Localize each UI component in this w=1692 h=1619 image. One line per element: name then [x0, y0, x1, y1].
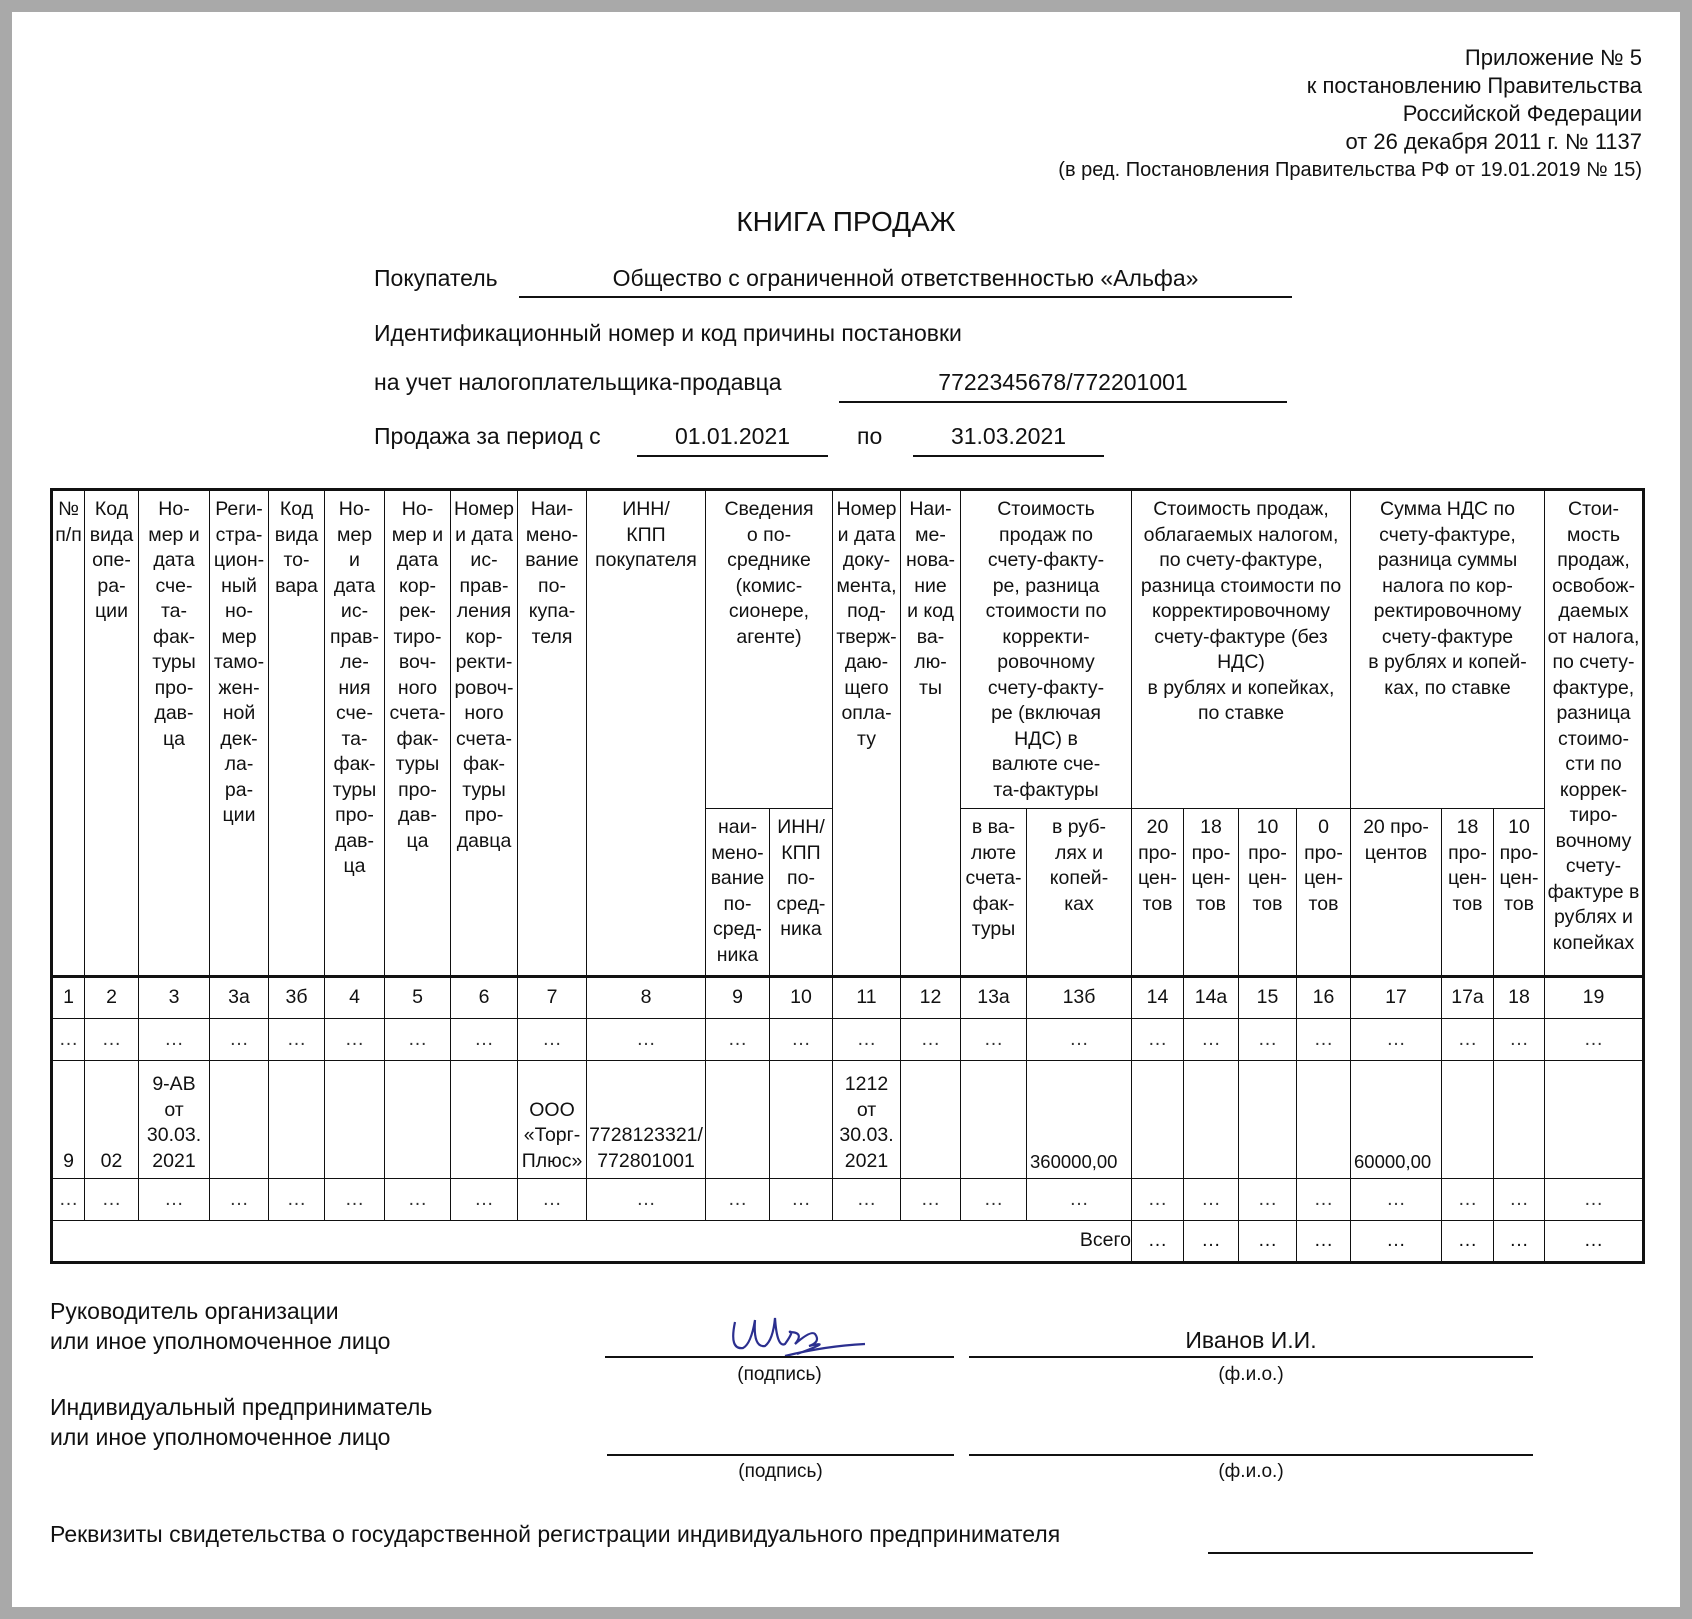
column-number-cell: 14а	[1184, 977, 1239, 1019]
table-cell: 9-АВ от 30.03. 2021	[139, 1061, 210, 1179]
head-label	[50, 1296, 390, 1356]
header-cell: Но- мер и дата кор- рек- тиро- воч- ного счета- фак- туры про- дав- ца	[385, 490, 451, 977]
header-cell: 10 про- цен- тов	[1239, 809, 1297, 977]
column-number-cell: 3а	[210, 977, 269, 1019]
column-number-cell: 19	[1545, 977, 1644, 1019]
ellipsis-cell: …	[706, 1019, 770, 1061]
ellipsis-cell: …	[1351, 1019, 1442, 1061]
ellipsis-cell: …	[269, 1179, 325, 1221]
table-cell	[269, 1061, 325, 1179]
header-cell: Код вида опе- ра- ции	[85, 490, 139, 977]
table-cell: 7728123321/ 772801001	[587, 1061, 706, 1179]
column-number-cell: 1	[52, 977, 85, 1019]
ellipsis-cell: …	[1545, 1019, 1644, 1061]
ellipsis-cell: …	[833, 1179, 901, 1221]
column-number-cell: 16	[1297, 977, 1351, 1019]
inn-label-2: на учет налогоплательщика-продавца	[374, 369, 782, 395]
header-cell: Но- мер и дата сче- та- фак- туры про- дав- ца	[139, 490, 210, 977]
header-cell: ИНН/ КПП покупателя	[587, 490, 706, 977]
ellipsis-cell: …	[1351, 1221, 1442, 1263]
period-to-underline	[913, 455, 1104, 457]
table-cell	[1545, 1061, 1644, 1179]
ellipsis-cell: …	[85, 1179, 139, 1221]
handwritten-signature	[725, 1310, 870, 1360]
buyer-label: Покупатель	[374, 265, 498, 291]
appendix-line: от 26 декабря 2011 г. № 1137	[1345, 129, 1642, 154]
total-row	[52, 1221, 1644, 1263]
ellipsis-cell: …	[385, 1179, 451, 1221]
ellipsis-cell: …	[706, 1179, 770, 1221]
requisites-label: Реквизиты свидетельства о государственной регистрации индивидуального предпринимателя	[50, 1521, 1061, 1547]
table-cell	[961, 1061, 1027, 1179]
inn-label-1: Идентификационный номер и код причины постановки	[374, 320, 962, 346]
table-cell	[770, 1061, 833, 1179]
table-cell	[1184, 1061, 1239, 1179]
head-label-line: Руководитель организации	[50, 1298, 339, 1324]
ellipsis-cell: …	[1132, 1019, 1184, 1061]
column-number-cell: 17	[1351, 977, 1442, 1019]
ellipsis-cell: …	[1442, 1019, 1494, 1061]
column-number-cell: 3	[139, 977, 210, 1019]
ellipsis-cell: …	[85, 1019, 139, 1061]
ellipsis-cell: …	[901, 1019, 961, 1061]
signature-caption: (подпись)	[737, 1364, 822, 1385]
head-name-line	[969, 1356, 1533, 1358]
header-cell: ИНН/ КПП по- сред- ника	[770, 809, 833, 977]
header-cell: Стоимость продаж, облагаемых налогом, по счету-фактуре, разница стоимости по корректировочному счету-фактуре (без НДС) в рублях и копейках, по ставке	[1132, 490, 1351, 809]
head-name: Иванов И.И.	[1185, 1327, 1317, 1353]
column-number-cell: 10	[770, 977, 833, 1019]
header-cell: Сумма НДС по счету-фактуре, разница суммы налога по кор- ректировочному счету-фактуре в рублях и копей- ках, по ставке	[1351, 490, 1545, 809]
ellipsis-cell: …	[961, 1019, 1027, 1061]
table-row	[52, 1061, 1644, 1179]
ellipsis-cell: …	[1297, 1019, 1351, 1061]
ellipsis-cell: …	[1184, 1179, 1239, 1221]
page-title: КНИГА ПРОДАЖ	[736, 206, 956, 237]
header-cell: Сведения о по- среднике (комис- сионере, агенте)	[706, 490, 833, 809]
column-number-cell: 13б	[1027, 977, 1132, 1019]
table-cell	[1132, 1061, 1184, 1179]
column-number-cell: 2	[85, 977, 139, 1019]
header-cell: 18 про- цен- тов	[1184, 809, 1239, 977]
ellipsis-cell: …	[139, 1179, 210, 1221]
ellipsis-cell: …	[325, 1019, 385, 1061]
ellipsis-cell: …	[1494, 1019, 1545, 1061]
column-number-cell: 14	[1132, 977, 1184, 1019]
header-cell: Но- мер и дата ис- прав- ле- ния сче- та- фак- туры про- дав- ца	[325, 490, 385, 977]
ellipsis-cell: …	[901, 1179, 961, 1221]
column-number-cell: 15	[1239, 977, 1297, 1019]
ellipsis-cell: …	[451, 1019, 518, 1061]
header-cell: Наи- ме- нова- ние и код ва- лю- ты	[901, 490, 961, 977]
header-cell: 10 про- цен- тов	[1494, 809, 1545, 977]
header-cell: Стои- мость продаж, освобож- даемых от налога, по счету- фактуре, разница стоимо- сти по коррек- тиро- вочному счету- фактуре в рублях и копейках	[1545, 490, 1644, 977]
ellipsis-cell: …	[210, 1019, 269, 1061]
header-cell: № п/п	[52, 490, 85, 977]
ellipsis-cell: …	[1239, 1221, 1297, 1263]
head-signature-line	[605, 1356, 954, 1358]
table-cell	[385, 1061, 451, 1179]
header-cell: 20 про- цен- тов	[1132, 809, 1184, 977]
header-cell: 0 про- цен- тов	[1297, 809, 1351, 977]
inn-value: 7722345678/772201001	[938, 369, 1188, 395]
column-number-cell: 5	[385, 977, 451, 1019]
header-cell: 18 про- цен- тов	[1442, 809, 1494, 977]
period-to: 31.03.2021	[950, 423, 1067, 449]
buyer-underline	[519, 296, 1292, 298]
ellipsis-cell: …	[325, 1179, 385, 1221]
column-number-cell: 6	[451, 977, 518, 1019]
header-cell: 20 про- центов	[1351, 809, 1442, 977]
edition-note: (в ред. Постановления Правительства РФ от 19.01.2019 № 15)	[1058, 159, 1642, 181]
table-cell: 360000,00	[1027, 1061, 1132, 1179]
ellipsis-cell: …	[1132, 1179, 1184, 1221]
table-cell	[325, 1061, 385, 1179]
ellipsis-cell: …	[518, 1179, 587, 1221]
column-number-cell: 13а	[961, 977, 1027, 1019]
header-cell: Стоимость продаж по счету-факту- ре, разница стоимости по корректи- ровочному счету-факту- ре (включая НДС) в валюте сче- та-фактуры	[961, 490, 1132, 809]
period-from: 01.01.2021	[674, 423, 791, 449]
appendix-note	[1058, 44, 1642, 184]
ellipsis-cell: …	[1027, 1179, 1132, 1221]
ellipsis-cell: …	[210, 1179, 269, 1221]
ellipsis-cell: …	[1494, 1221, 1545, 1263]
requisites-line	[1208, 1552, 1533, 1554]
table-cell: 60000,00	[1351, 1061, 1442, 1179]
ellipsis-cell: …	[1545, 1221, 1644, 1263]
appendix-line: Приложение № 5	[1464, 45, 1642, 70]
table-body	[52, 977, 1644, 1263]
ip-label-line: Индивидуальный предприниматель	[50, 1394, 433, 1420]
column-number-cell: 18	[1494, 977, 1545, 1019]
ellipsis-row	[52, 1019, 1644, 1061]
column-number-cell: 8	[587, 977, 706, 1019]
column-number-row	[52, 977, 1644, 1019]
ellipsis-cell: …	[833, 1019, 901, 1061]
table-cell	[1239, 1061, 1297, 1179]
ellipsis-cell: …	[1239, 1179, 1297, 1221]
ellipsis-cell: …	[139, 1019, 210, 1061]
appendix-line: к постановлению Правительства	[1306, 73, 1642, 98]
table-cell	[901, 1061, 961, 1179]
ellipsis-cell: …	[1442, 1221, 1494, 1263]
total-label: Всего	[52, 1221, 1132, 1263]
ellipsis-cell: …	[1442, 1179, 1494, 1221]
ellipsis-cell: …	[1132, 1221, 1184, 1263]
ellipsis-cell: …	[587, 1019, 706, 1061]
ip-label-line: или иное уполномоченное лицо	[50, 1424, 391, 1450]
ellipsis-cell: …	[1297, 1221, 1351, 1263]
ellipsis-cell: …	[1184, 1221, 1239, 1263]
ip-signature-line	[607, 1454, 954, 1456]
table-cell	[210, 1061, 269, 1179]
period-from-underline	[637, 455, 828, 457]
buyer-value: Общество с ограниченной ответственностью «Альфа»	[612, 265, 1199, 291]
name-caption: (ф.и.о.)	[1218, 1364, 1284, 1385]
column-number-cell: 12	[901, 977, 961, 1019]
header-cell: в руб- лях и копей- ках	[1027, 809, 1132, 977]
ellipsis-cell: …	[1027, 1019, 1132, 1061]
table-cell	[1442, 1061, 1494, 1179]
sales-book-table	[50, 488, 1645, 1264]
header-cell: Номер и дата ис- прав- ления кор- ректи- ровоч- ного счета- фак- туры про- давца	[451, 490, 518, 977]
table-cell	[706, 1061, 770, 1179]
ellipsis-cell: …	[269, 1019, 325, 1061]
period-to-label: по	[857, 423, 883, 449]
head-label-line: или иное уполномоченное лицо	[50, 1328, 391, 1354]
column-number-cell: 17а	[1442, 977, 1494, 1019]
ellipsis-cell: …	[518, 1019, 587, 1061]
table-cell: ООО «Торг- Плюс»	[518, 1061, 587, 1179]
header-cell: Наи- мено- вание по- купа- теля	[518, 490, 587, 977]
ellipsis-cell: …	[587, 1179, 706, 1221]
ellipsis-cell: …	[385, 1019, 451, 1061]
name-caption: (ф.и.о.)	[1218, 1461, 1284, 1482]
ellipsis-row	[52, 1179, 1644, 1221]
column-number-cell: 7	[518, 977, 587, 1019]
appendix-line: Российской Федерации	[1402, 101, 1642, 126]
header-row	[52, 490, 1644, 809]
ellipsis-cell: …	[52, 1019, 85, 1061]
ip-name-line	[969, 1454, 1533, 1456]
table-cell: 02	[85, 1061, 139, 1179]
ellipsis-cell: …	[770, 1179, 833, 1221]
ellipsis-cell: …	[1545, 1179, 1644, 1221]
header-cell: Номер и дата доку- мента, под- тверж- даю- щего опла- ту	[833, 490, 901, 977]
ellipsis-cell: …	[961, 1179, 1027, 1221]
column-number-cell: 3б	[269, 977, 325, 1019]
signature-caption: (подпись)	[738, 1461, 823, 1482]
ip-label	[50, 1392, 432, 1452]
ellipsis-cell: …	[1494, 1179, 1545, 1221]
period-label: Продажа за период с	[374, 423, 601, 449]
table-cell	[1494, 1061, 1545, 1179]
ellipsis-cell: …	[1239, 1019, 1297, 1061]
header-cell: Реги- стра- цион- ный но- мер тамо- жен- ной дек- ла- ра- ции	[210, 490, 269, 977]
column-number-cell: 9	[706, 977, 770, 1019]
ellipsis-cell: …	[770, 1019, 833, 1061]
header-cell: наи- мено- вание по- сред- ника	[706, 809, 770, 977]
table-cell: 9	[52, 1061, 85, 1179]
table-cell	[451, 1061, 518, 1179]
header-cell: Код вида то- вара	[269, 490, 325, 977]
header-cell: в ва- люте счета- фак- туры	[961, 809, 1027, 977]
ellipsis-cell: …	[52, 1179, 85, 1221]
ellipsis-cell: …	[451, 1179, 518, 1221]
column-number-cell: 4	[325, 977, 385, 1019]
column-number-cell: 11	[833, 977, 901, 1019]
ellipsis-cell: …	[1351, 1179, 1442, 1221]
ellipsis-cell: …	[1184, 1019, 1239, 1061]
table-cell: 1212 от 30.03. 2021	[833, 1061, 901, 1179]
ellipsis-cell: …	[1297, 1179, 1351, 1221]
table-cell	[1297, 1061, 1351, 1179]
inn-underline	[839, 401, 1287, 403]
